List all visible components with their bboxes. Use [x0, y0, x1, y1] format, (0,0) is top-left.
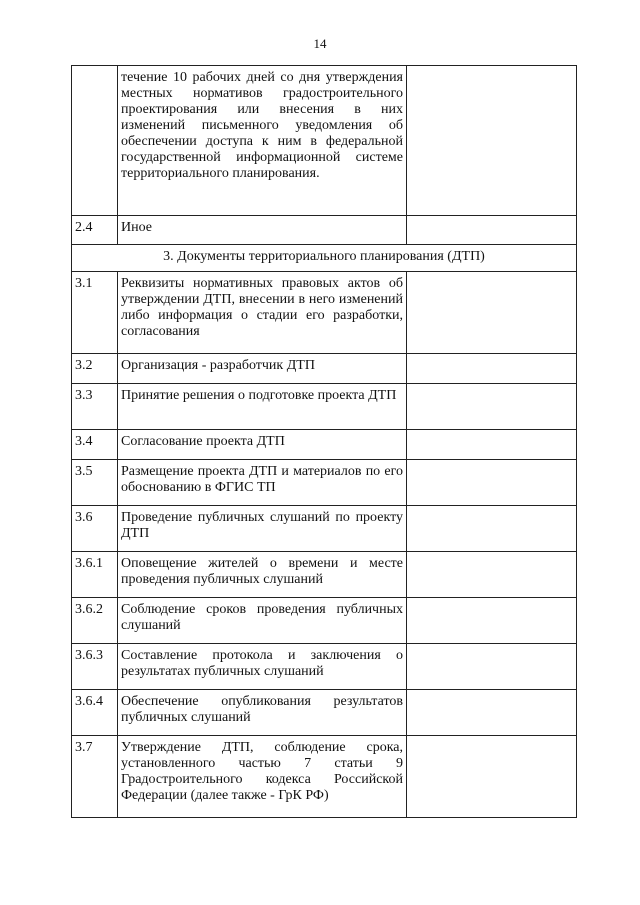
page-number: 14: [313, 36, 327, 51]
row-value: [407, 272, 577, 354]
table-row: [72, 272, 577, 354]
row-number: 3.6.4: [72, 690, 118, 736]
row-description: Составление протокола и заключения о результатах публичных слушаний: [118, 644, 407, 690]
row-number: 3.6.1: [72, 552, 118, 598]
row-description: Размещение проекта ДТП и материалов по его обоснованию в ФГИС ТП: [118, 460, 407, 506]
row-value: [407, 66, 577, 216]
row-number: 3.1: [72, 272, 118, 354]
row-number: 3.3: [72, 384, 118, 430]
row-number: 3.7: [72, 736, 118, 818]
row-description: Принятие решения о подготовке проекта ДТП: [118, 384, 407, 430]
row-number: [72, 66, 118, 216]
row-number: 3.4: [72, 430, 118, 460]
row-number: 3.5: [72, 460, 118, 506]
row-description: Утверждение ДТП, соблюдение срока, установленного частью 7 статьи 9 Градостроительного кодекса Российской Федерации (далее также - ГрК РФ): [118, 736, 407, 818]
section-title: 3. Документы территориального планирования (ДТП): [72, 245, 577, 272]
table-row: [72, 216, 577, 245]
table-row: [72, 598, 577, 644]
row-value: [407, 736, 577, 818]
document-table: [71, 65, 577, 818]
section-header-row: [72, 245, 577, 272]
row-value: [407, 506, 577, 552]
row-value: [407, 460, 577, 506]
row-value: [407, 644, 577, 690]
row-number: 3.2: [72, 354, 118, 384]
row-value: [407, 552, 577, 598]
table-row: [72, 384, 577, 430]
table-row: [72, 460, 577, 506]
table-row: [72, 506, 577, 552]
row-number: 2.4: [72, 216, 118, 245]
table-row: [72, 736, 577, 818]
row-value: [407, 430, 577, 460]
table-row: [72, 66, 577, 216]
row-number: 3.6: [72, 506, 118, 552]
row-description: Соблюдение сроков проведения публичных слушаний: [118, 598, 407, 644]
table-row: [72, 430, 577, 460]
row-description: Проведение публичных слушаний по проекту ДТП: [118, 506, 407, 552]
row-value: [407, 354, 577, 384]
row-description: Обеспечение опубликования результатов публичных слушаний: [118, 690, 407, 736]
table-row: [72, 644, 577, 690]
row-number: 3.6.2: [72, 598, 118, 644]
table-row: [72, 552, 577, 598]
row-description: Реквизиты нормативных правовых актов об утверждении ДТП, внесении в него изменений либо информация о стадии его разработки, согласования: [118, 272, 407, 354]
row-value: [407, 216, 577, 245]
row-description: Согласование проекта ДТП: [118, 430, 407, 460]
row-description: Оповещение жителей о времени и месте проведения публичных слушаний: [118, 552, 407, 598]
row-value: [407, 690, 577, 736]
row-description: течение 10 рабочих дней со дня утверждения местных нормативов градостроительного проектирования или внесения в них изменений письменного уведомления об обеспечении доступа к ним в федеральной государственной информационной системе территориального планирования.: [118, 66, 407, 216]
row-description: Иное: [118, 216, 407, 245]
row-value: [407, 384, 577, 430]
row-number: 3.6.3: [72, 644, 118, 690]
table-row: [72, 354, 577, 384]
table-row: [72, 690, 577, 736]
row-value: [407, 598, 577, 644]
row-description: Организация - разработчик ДТП: [118, 354, 407, 384]
